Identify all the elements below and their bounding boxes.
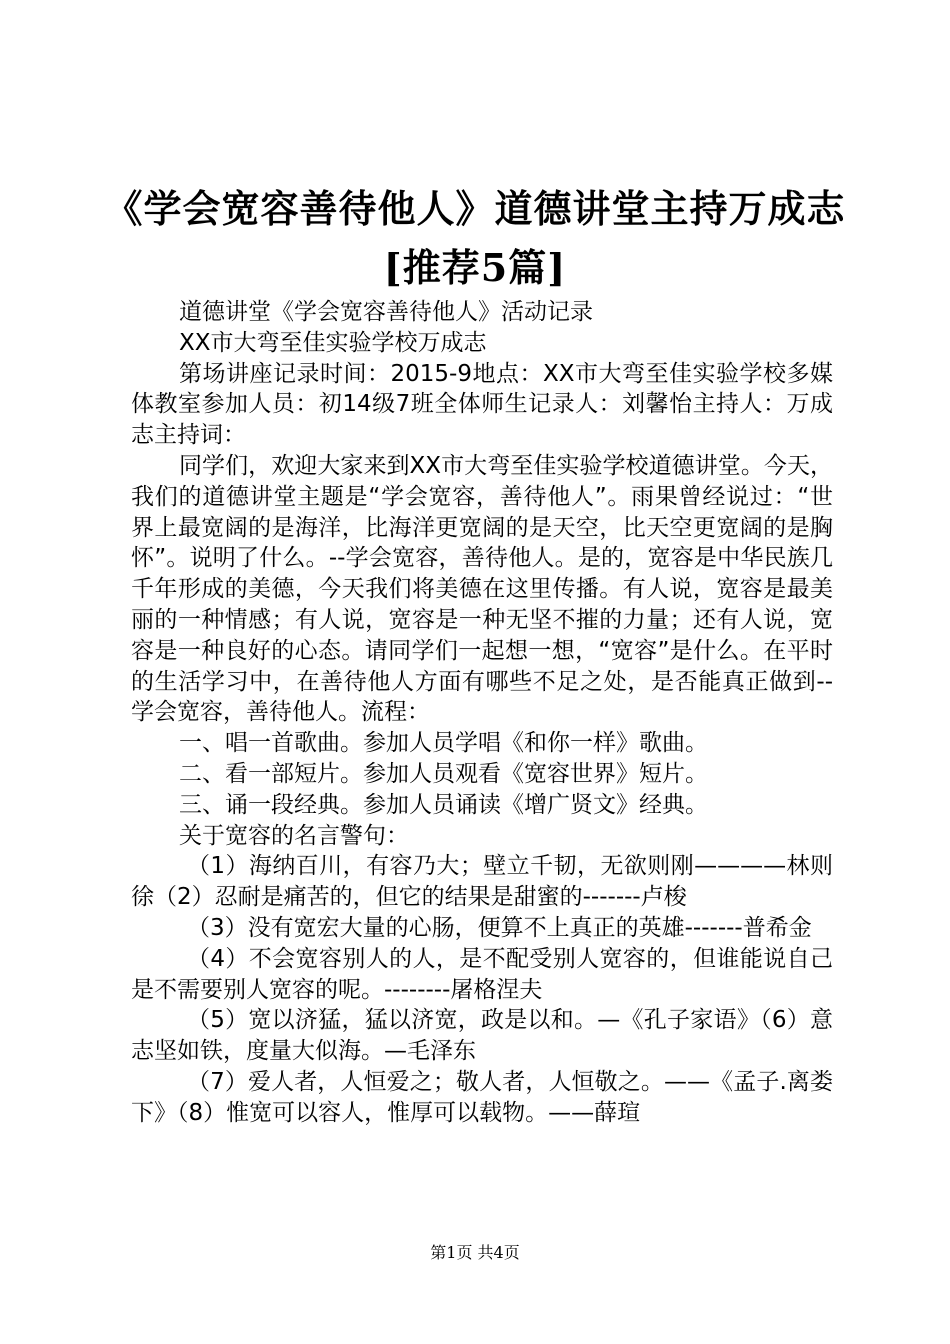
paragraph-quote: （5）宽以济猛，猛以济宽，政是以和。—《孔子家语》（6）意志坚如铁，度量大似海。—毛泽东 [131, 1007, 833, 1065]
paragraph-record-info: 第场讲座记录时间：2015-9地点：XX市大弯至佳实验学校多媒体教室参加人员：初14级7班全体师生记录人：刘馨怡主持人：万成志主持词： [131, 360, 833, 449]
paragraph-quote: （7）爱人者，人恒爱之；敬人者，人恒敬之。——《孟子.离娄下》（8）惟宽可以容人，惟厚可以载物。——薛瑄 [131, 1068, 833, 1126]
document-title-suffix: [推荐5篇] [383, 245, 567, 290]
paragraph-author: XX市大弯至佳实验学校万成志 [179, 329, 487, 356]
paragraph-host-speech: 同学们，欢迎大家来到XX市大弯至佳实验学校道德讲堂。今天，我们的道德讲堂主题是“学会宽容，善待他人”。雨果曾经说过：“世界上最宽阔的是海洋，比海洋更宽阔的是天空，比天空更宽阔的是胸怀”。说明了什么。--学会宽容，善待他人。是的，宽容是中华民族几千年形成的美德，今天我们将美德在这里传播。有人说，宽容是最美丽的一种情感；有人说，宽容是一种无坚不摧的力量；还有人说，宽容是一种良好的心态。请同学们一起想一想，“宽容”是什么。在平时的生活学习中，在善待他人方面有哪些不足之处，是否能真正做到--学会宽容，善待他人。流程： [131, 452, 833, 726]
document-body [131, 297, 833, 1129]
paragraph-quote: （1）海纳百川，有容乃大；壁立千韧，无欲则刚————林则徐（2）忍耐是痛苦的，但它的结果是甜蜜的-------卢梭 [131, 853, 833, 911]
page-number: 第1页 共4页 [430, 1243, 520, 1262]
paragraph-quote: （4）不会宽容别人的人，是不配受别人宽容的，但谁能说自己是不需要别人宽容的呢。--------屠格涅夫 [131, 945, 833, 1003]
paragraph-quote: （3）没有宽宏大量的心肠，便算不上真正的英雄-------普希金 [187, 914, 812, 941]
paragraph-step-1: 一、唱一首歌曲。参加人员学唱《和你一样》歌曲。 [179, 730, 708, 757]
document-title: 《学会宽容善待他人》道德讲堂主持万成志 [104, 186, 846, 231]
paragraph-step-3: 三、诵一段经典。参加人员诵读《增广贤文》经典。 [179, 791, 708, 818]
paragraph-quotes-heading: 关于宽容的名言警句： [179, 822, 409, 849]
paragraph-step-2: 二、看一部短片。参加人员观看《宽容世界》短片。 [179, 760, 708, 787]
paragraph-heading: 道德讲堂《学会宽容善待他人》活动记录 [179, 299, 593, 325]
